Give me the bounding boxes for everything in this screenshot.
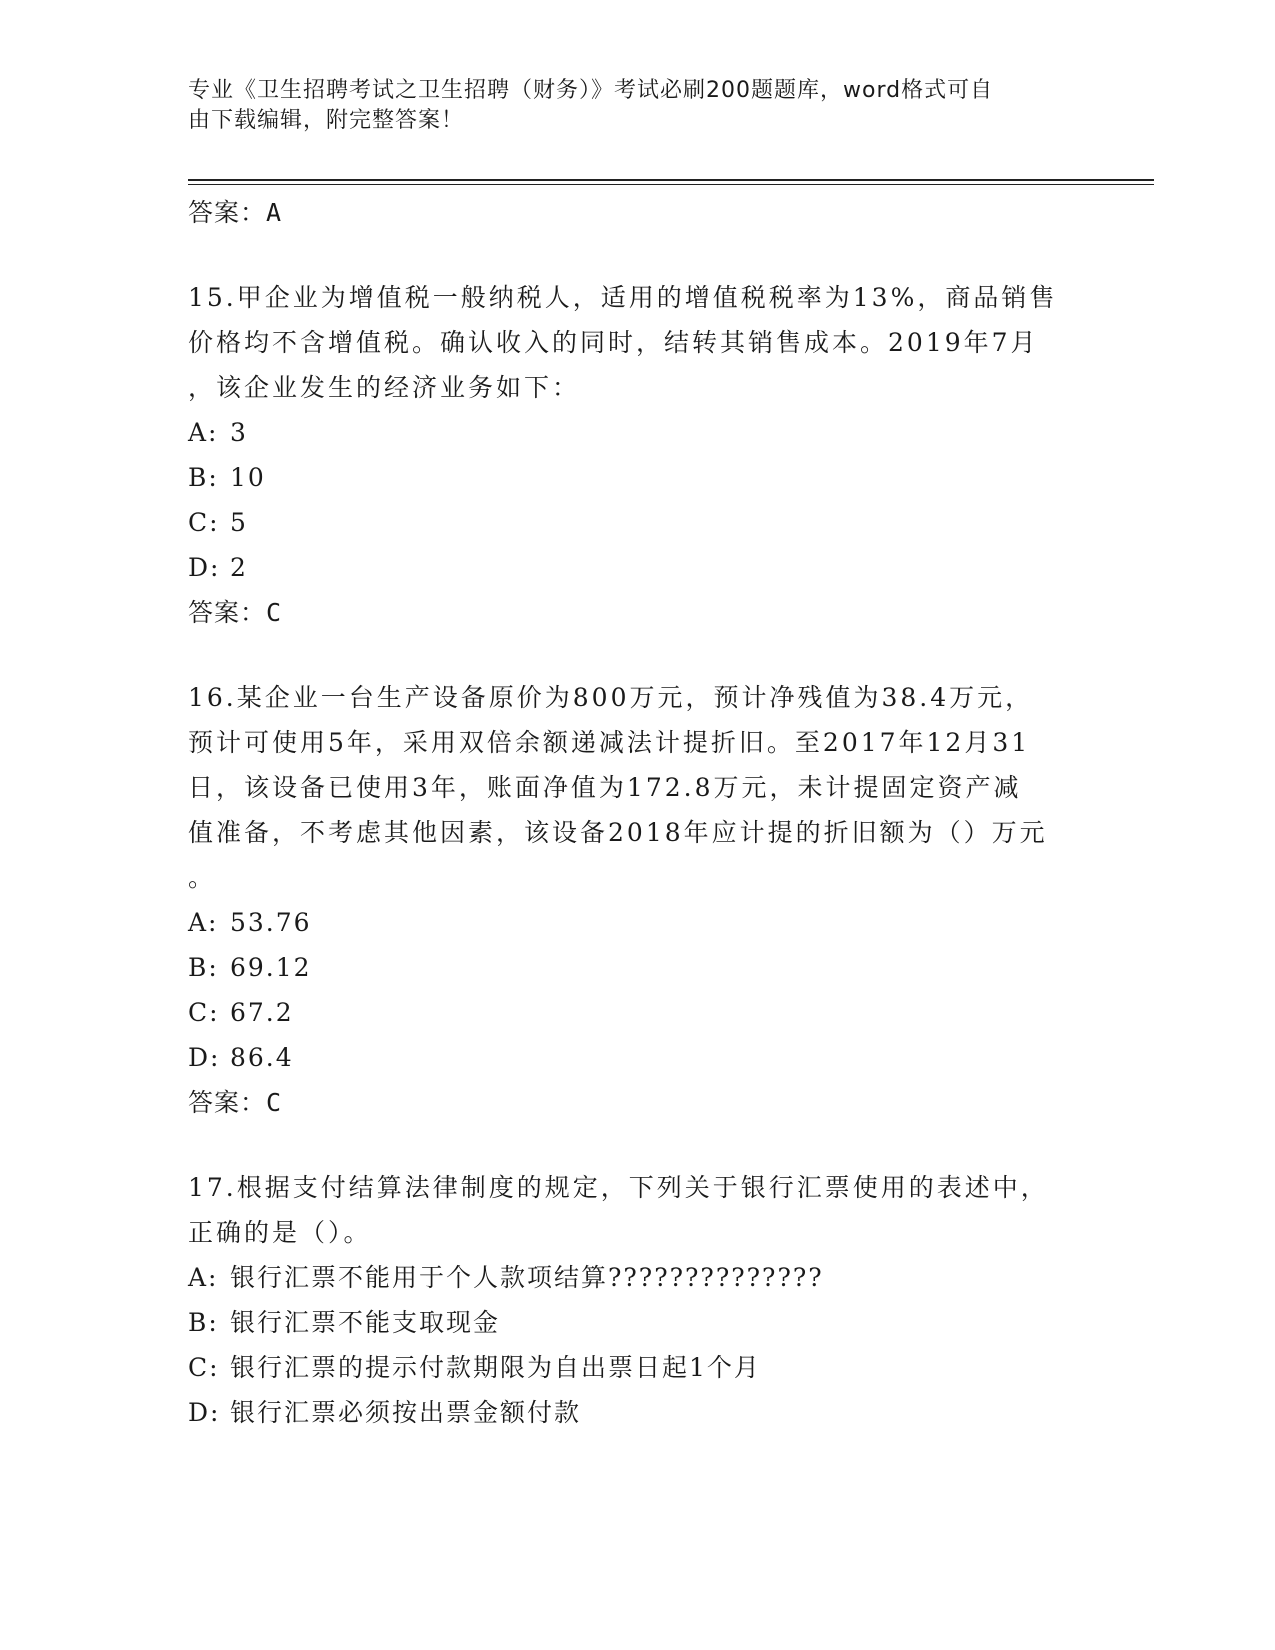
option-letter: D: <box>188 1398 221 1427</box>
option-b <box>188 455 1088 500</box>
option-c <box>188 500 1088 545</box>
header-rule-thin <box>188 184 1154 185</box>
header-line-2: 由下载编辑，附完整答案！ <box>188 108 465 133</box>
question-text-line: 值准备，不考虑其他因素，该设备2018年应计提的折旧额为（）万元 <box>188 818 1048 847</box>
answer-value: A <box>266 198 283 227</box>
option-text: 10 <box>230 463 266 492</box>
option-d <box>188 545 1088 590</box>
option-d <box>188 1035 1088 1080</box>
option-text: 67.2 <box>230 998 294 1027</box>
question-text-line: 。 <box>188 863 217 892</box>
answer-label: 答案： <box>188 198 267 227</box>
question-16 <box>188 675 1088 1125</box>
option-b <box>188 1300 1088 1345</box>
question-answer <box>188 1080 1088 1125</box>
option-letter: B: <box>188 953 219 982</box>
option-letter: B: <box>188 463 219 492</box>
option-letter: D: <box>188 553 221 582</box>
question-text-line: 16.某企业一台生产设备原价为800万元，预计净残值为38.4万元， <box>188 683 1034 712</box>
answer-value: C <box>266 1088 283 1117</box>
question-text-line: 预计可使用5年，采用双倍余额递减法计提折旧。至2017年12月31 <box>188 728 1031 757</box>
option-a <box>188 410 1088 455</box>
option-text: 5 <box>230 508 248 537</box>
spacer <box>188 635 1088 675</box>
spacer <box>188 235 1088 275</box>
option-letter: C: <box>188 998 220 1027</box>
option-letter: A: <box>188 1263 219 1292</box>
document-header <box>188 76 1068 136</box>
question-text-line: 正确的是（）。 <box>188 1218 372 1247</box>
question-answer <box>188 590 1088 635</box>
answer-label: 答案： <box>188 598 267 627</box>
option-letter: C: <box>188 508 220 537</box>
option-letter: A: <box>188 908 219 937</box>
question-text-line: 15.甲企业为增值税一般纳税人，适用的增值税税率为13%，商品销售 <box>188 283 1058 312</box>
question-list <box>188 190 1088 1435</box>
option-letter: D: <box>188 1043 221 1072</box>
option-a <box>188 900 1088 945</box>
option-text: 银行汇票不能用于个人款项结算?????????????? <box>230 1263 824 1292</box>
option-letter: C: <box>188 1353 220 1382</box>
question-17 <box>188 1165 1088 1435</box>
question-text-line: 17.根据支付结算法律制度的规定，下列关于银行汇票使用的表述中， <box>188 1173 1049 1202</box>
option-text: 53.76 <box>230 908 312 937</box>
spacer <box>188 1125 1088 1165</box>
option-b <box>188 945 1088 990</box>
option-text: 2 <box>230 553 248 582</box>
header-line-1: 专业《卫生招聘考试之卫生招聘（财务）》考试必刷200题题库，word格式可自 <box>188 78 994 103</box>
option-letter: A: <box>188 418 219 447</box>
option-a <box>188 1255 1088 1300</box>
answer-value: C <box>266 598 283 627</box>
option-text: 银行汇票的提示付款期限为自出票日起1个月 <box>230 1353 761 1382</box>
header-rule-thick <box>188 179 1154 181</box>
option-text: 银行汇票必须按出票金额付款 <box>230 1398 582 1427</box>
question-text-line: 日，该设备已使用3年，账面净值为172.8万元，未计提固定资产减 <box>188 773 1022 802</box>
option-c <box>188 990 1088 1035</box>
question-text-line: ，该企业发生的经济业务如下： <box>188 373 581 402</box>
option-text: 银行汇票不能支取现金 <box>230 1308 501 1337</box>
question-15 <box>188 275 1088 635</box>
option-c <box>188 1345 1088 1390</box>
answer-label: 答案： <box>188 1088 267 1117</box>
question-text-line: 价格均不含增值税。确认收入的同时，结转其销售成本。2019年7月 <box>188 328 1039 357</box>
option-text: 86.4 <box>230 1043 294 1072</box>
option-text: 3 <box>230 418 248 447</box>
option-letter: B: <box>188 1308 219 1337</box>
previous-answer <box>188 190 1088 235</box>
option-d <box>188 1390 1088 1435</box>
option-text: 69.12 <box>230 953 312 982</box>
